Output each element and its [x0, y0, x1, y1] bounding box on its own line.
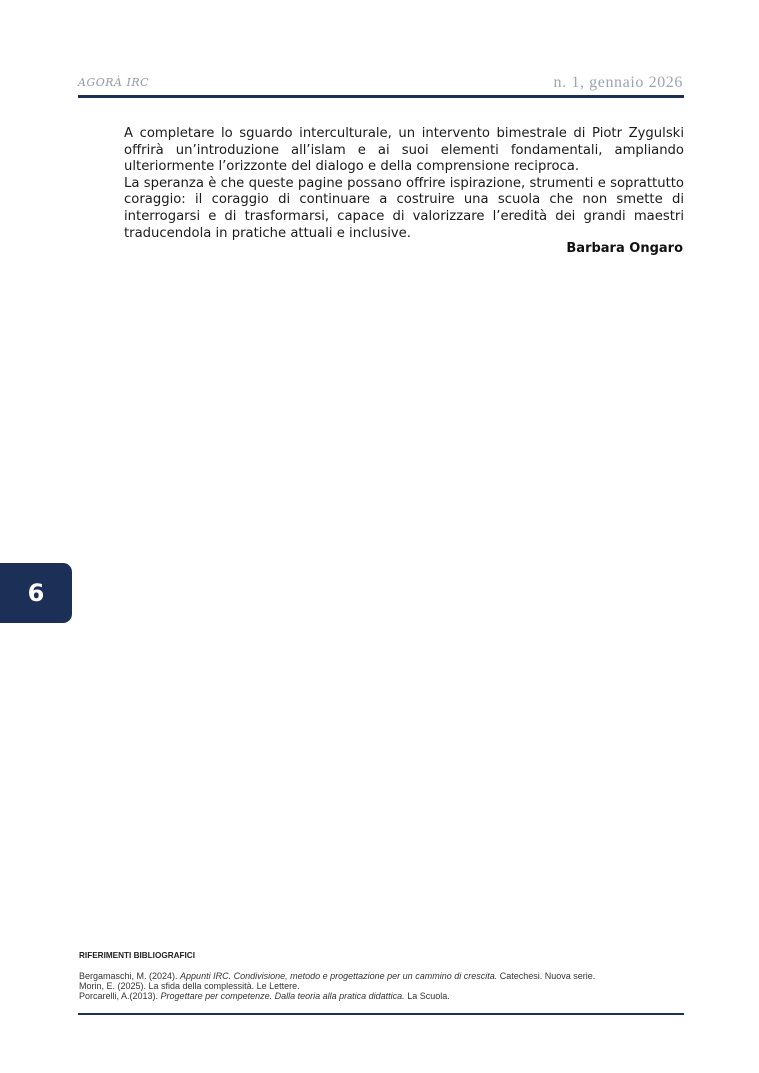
journal-name: AGORÀ IRC — [78, 76, 150, 89]
footer-divider — [78, 1013, 684, 1015]
author-signature: Barbara Ongaro — [566, 241, 683, 256]
paragraph: La speranza è che queste pagine possano offrire ispirazione, strumenti e soprattutto coraggio: il coraggio di continuare a costruire una scuola che non smette di interrogarsi e di trasformarsi, capace di valorizzare l’eredità dei grandi maestri traducendola in pratiche attuali e inclusive. — [124, 175, 684, 241]
references-title: RIFERIMENTI BIBLIOGRAFICI — [79, 951, 195, 960]
references-section — [79, 951, 684, 1002]
paragraph: A completare lo sguardo interculturale, un intervento bimestrale di Piotr Zygulski offrirà un’introduzione all’islam e ai suoi elementi fondamentali, ampliando ulteriormente l’orizzonte del dialogo e della comprensione reciproca. — [124, 126, 684, 175]
reference-item: Morin, E. (2025). La sfida della complessità. Le Lettere. — [79, 981, 300, 992]
page-number-tab — [0, 563, 72, 623]
page-number: 6 — [27, 579, 45, 607]
reference-item: Bergamaschi, M. (2024). Appunti IRC. Condivisione, metodo e progettazione per un cammino di crescita. Catechesi. Nuova serie. — [79, 971, 596, 981]
reference-item: Porcarelli, A.(2013). Progettare per competenze. Dalla teoria alla pratica didattica. La Scuola. — [79, 991, 450, 1002]
header-divider — [78, 95, 684, 98]
article-body — [124, 126, 684, 242]
issue-label: n. 1, gennaio 2026 — [553, 74, 683, 91]
